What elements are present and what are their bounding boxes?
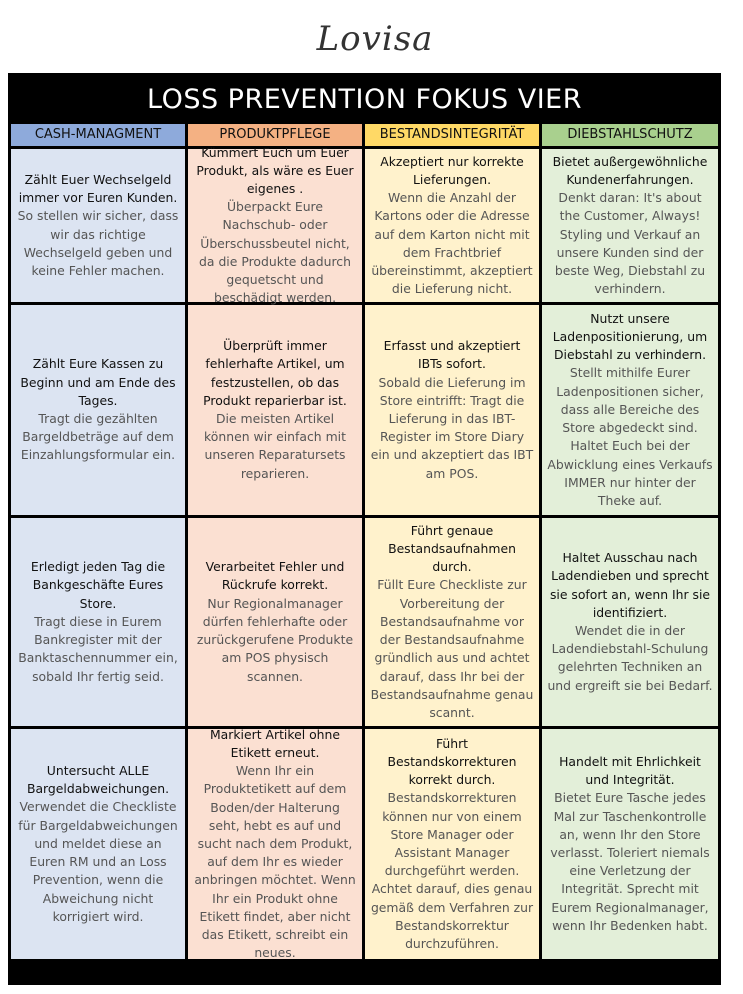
cell-r2-c4 — [542, 305, 718, 515]
cell-text: Tragt die gezählten Bargeldbeträge auf dem Einzahlungsformular ein. — [20, 411, 176, 463]
cell-title: Akzeptiert nur korrekte Lieferungen. — [380, 153, 524, 187]
cell-r2-c1 — [11, 305, 185, 515]
cell-r1-c4 — [542, 149, 718, 302]
cell-text: Nur Regionalmanager dürfen fehlerhafte oder zurückgerufene Produkte am POS physisch scannen. — [196, 595, 354, 684]
cell-text: Stellt mithilfe Eurer Ladenpositionen sicher, dass alle Bereiche des Store abgedeckt sind. Haltet Euch bei der Abwicklung eines Verkaufs IMMER nur hinter der Theke auf. — [547, 365, 713, 508]
cell-r3-c2 — [188, 518, 362, 726]
cell-title: Überprüft immer fehlerhafte Artikel, um festzustellen, ob das Produkt reparierbar ist. — [203, 338, 347, 408]
cell-title: Erledigt jeden Tag die Bankgeschäfte Eures Store. — [30, 559, 166, 611]
cell-r2-c3 — [365, 305, 539, 515]
cell-text: Wendet die in der Ladendiebstahl-Schulung gelehrten Techniken an und ergreift sie bei Bedarf. — [547, 623, 713, 693]
header-bestandsintegritaet: BESTANDSINTEGRITÄT — [365, 124, 539, 146]
page-title: LOSS PREVENTION FOKUS VIER — [146, 84, 582, 115]
header-diebstahlschutz: DIEBSTAHLSCHUTZ — [542, 124, 718, 146]
cell-r4-c2 — [188, 726, 362, 961]
cell-r4-c1 — [11, 729, 185, 959]
cell-r3-c1 — [11, 518, 185, 726]
cell-text: Sobald die Lieferung im Store eintrifft: Tragt die Lieferung in das IBT-Register im Store Diary ein und akzeptiert das IBT am POS. — [370, 374, 534, 481]
cell-r3-c3 — [365, 518, 539, 726]
cell-title: Kümmert Euch um Euer Produkt, als wäre es Euer eigenes . — [196, 144, 354, 196]
cell-text: So stellen wir sicher, dass wir das richtige Wechselgeld geben und keine Fehler machen. — [17, 208, 179, 278]
lovisa-logo: Lovisa — [316, 19, 434, 59]
cell-text: Die meisten Artikel können wir einfach mit unseren Reparatursets reparieren. — [204, 411, 346, 481]
cell-text: Überpackt Eure Nachschub- oder Überschussbeutel nicht, da die Produkte dadurch gequetscht und beschädigt werden. — [199, 199, 351, 306]
cell-title: Zählt Eure Kassen zu Beginn und am Ende des Tages. — [20, 356, 176, 408]
cell-text: Tragt diese in Eurem Bankregister mit der Banktaschennummer ein, sobald Ihr fertig seid. — [18, 613, 178, 684]
cell-title: Markiert Artikel ohne Etikett erneut. — [209, 726, 341, 760]
cell-title: Handelt mit Ehrlichkeit und Integrität. — [559, 753, 701, 788]
cell-text: Wenn Ihr ein Produktetikett auf dem Boden/der Halterung seht, hebt es auf und sucht nach dem Produkt, auf dem Ihr es wieder anbringen möchtet. Wenn Ihr ein Produkt ohne Etikett findet, aber nicht das Etikett, schreibt ein neues. — [194, 763, 356, 961]
cell-text: Bietet Eure Tasche jedes Mal zur Taschenkontrolle an, wenn Ihr den Store verlasst. Toleriert niemals eine Verletzung der Integrität. Sprecht mit Eurem Regionalmanager, wenn Ihr Bedenken habt. — [550, 790, 710, 933]
cell-r3-c4 — [542, 518, 718, 726]
cell-title: Nutzt unsere Ladenpositionierung, um Diebstahl zu verhindern. — [552, 310, 708, 363]
cell-r1-c2 — [188, 144, 362, 306]
cell-title: Erfasst und akzeptiert IBTs sofort. — [383, 338, 521, 372]
cell-r1-c3 — [365, 149, 539, 302]
header-cash-management: CASH-MANAGMENT — [11, 124, 185, 146]
header-produktpflege: PRODUKTPFLEGE — [188, 124, 362, 146]
cell-title: Bietet außergewöhnliche Kundenerfahrungen. — [552, 153, 708, 187]
cell-text: Verwendet die Checkliste für Bargeldabweichungen und meldet diese an Euren RM und an Loss Prevention, wenn die Abweichung nicht korrigiert wird. — [18, 799, 178, 924]
cell-title: Verarbeitet Fehler und Rückrufe korrekt. — [205, 559, 345, 593]
cell-text: Denkt daran: It's about the Customer, Always! Styling und Verkauf an unsere Kunden sind der beste Weg, Diebstahl zu verhindern. — [554, 190, 706, 297]
cell-r2-c2 — [188, 305, 362, 515]
cell-title: Zählt Euer Wechselgeld immer vor Euren Kunden. — [18, 171, 178, 206]
cell-title: Haltet Ausschau nach Ladendieben und sprecht sie sofort an, wenn Ihr sie identifiziert. — [549, 550, 711, 620]
cell-text: Bestandskorrekturen können nur von einem Store Manager oder Assistant Manager durchgeführt werden. Achtet darauf, dies genau gemäß dem Verfahren zur Bestandskorrektur durchzuführen. — [370, 790, 534, 952]
cell-title: Führt Bestandskorrekturen korrekt durch. — [387, 735, 517, 788]
cell-text: Füllt Eure Checkliste zur Vorbereitung der Bestandsaufnahme vor der Bestandsaufnahme gründlich aus und achtet darauf, dass Ihr bei der Bestandsaufnahme genau scannt. — [370, 577, 534, 720]
cell-title: Führt genaue Bestandsaufnahmen durch. — [388, 522, 516, 575]
cell-r4-c3 — [365, 729, 539, 959]
cell-title: Untersucht ALLE Bargeldabweichungen. — [26, 763, 170, 797]
cell-r4-c4 — [542, 729, 718, 959]
cell-r1-c1 — [11, 149, 185, 302]
logo — [0, 0, 743, 72]
cell-text: Wenn die Anzahl der Kartons oder die Adresse auf dem Karton nicht mit dem Frachtbrief übereinstimmt, akzeptiert die Lieferung nicht. — [371, 190, 533, 297]
